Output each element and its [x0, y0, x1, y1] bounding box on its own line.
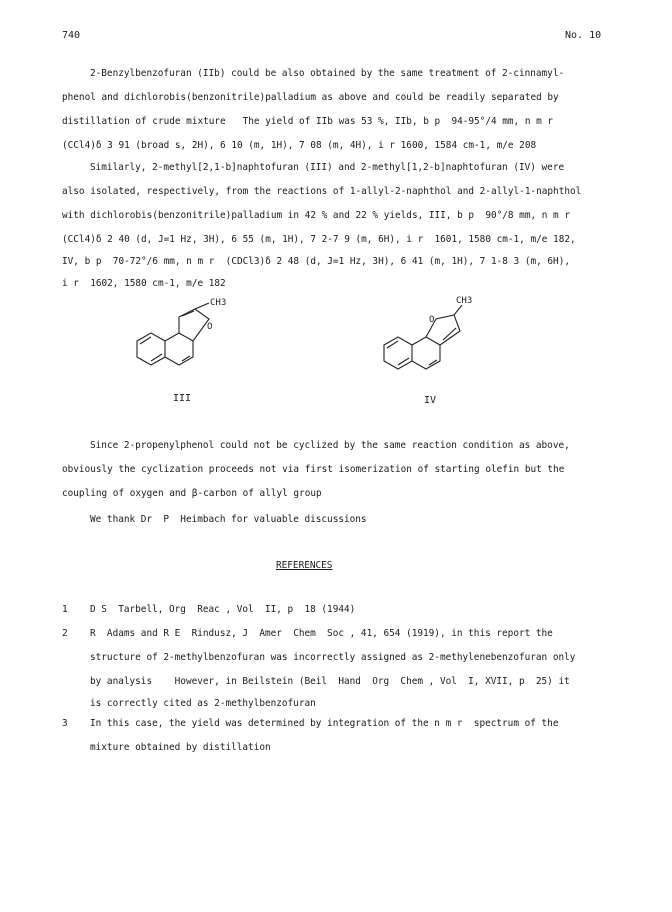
page-number: 740 — [62, 30, 81, 41]
text-line: distillation of crude mixture The yield of IIb was 53 %, IIb, b p 94-95°/4 mm, n m r — [62, 116, 554, 127]
structure-label-iv: IV — [424, 395, 437, 406]
text-line: Since 2-propenylphenol could not be cyclized by the same reaction condition as above, — [90, 440, 570, 451]
text-line: phenol and dichlorobis(benzonitrile)palladium as above and could be readily separated by — [62, 92, 559, 103]
structure-label-iii: III — [173, 393, 192, 404]
structure-iii — [125, 295, 265, 395]
references-heading: REFERENCES — [276, 560, 333, 571]
reference-line: is correctly cited as 2-methylbenzofuran — [90, 698, 316, 709]
reference-line: D S Tarbell, Org Reac , Vol II, p 18 (1944) — [90, 604, 356, 615]
text-line: 2-Benzylbenzofuran (IIb) could be also obtained by the same treatment of 2-cinnamyl- — [90, 68, 565, 79]
text-line: IV, b p 70-72°/6 mm, n m r (CDCl3)δ 2 48 (d, J=1 Hz, 3H), 6 41 (m, 1H), 7 1-8 3 (m, 6H), — [62, 256, 570, 267]
methyl-label: CH3 — [210, 298, 227, 308]
text-line: with dichlorobis(benzonitrile)palladium in 42 % and 22 % yields, III, b p 90°/8 mm, n m r — [62, 210, 570, 221]
reference-number: 2 — [62, 628, 68, 639]
reference-number: 3 — [62, 718, 68, 729]
reference-line: In this case, the yield was determined by integration of the n m r spectrum of the — [90, 718, 559, 729]
text-line: coupling of oxygen and β-carbon of allyl group — [62, 488, 322, 499]
reference-line: by analysis However, in Beilstein (Beil Hand Org Chem , Vol I, XVII, p 25) it — [90, 676, 570, 687]
text-line: (CCl4)δ 2 40 (d, J=1 Hz, 3H), 6 55 (m, 1H), 7 2-7 9 (m, 6H), i r 1601, 1580 cm-1, m/e 182, — [62, 234, 576, 245]
reference-number: 1 — [62, 604, 68, 615]
oxygen-label: O — [429, 315, 435, 325]
structure-iv — [376, 295, 516, 395]
reference-line: R Adams and R E Rindusz, J Amer Chem Soc , 41, 654 (1919), in this report the — [90, 628, 553, 639]
text-line: i r 1602, 1580 cm-1, m/e 182 — [62, 278, 226, 289]
reference-line: structure of 2-methylbenzofuran was incorrectly assigned as 2-methylenebenzofuran only — [90, 652, 576, 663]
text-line: obviously the cyclization proceeds not via first isomerization of starting olefin but the — [62, 464, 565, 475]
oxygen-label: O — [207, 322, 213, 332]
text-line: (CCl4)δ 3 91 (broad s, 2H), 6 10 (m, 1H), 7 08 (m, 4H), i r 1600, 1584 cm-1, m/e 208 — [62, 140, 537, 151]
acknowledgement: We thank Dr P Heimbach for valuable discussions — [90, 514, 367, 525]
text-line: also isolated, respectively, from the reactions of 1-allyl-2-naphthol and 2-allyl-1-naphthol — [62, 186, 582, 197]
issue-number: No. 10 — [565, 30, 602, 41]
methyl-label: CH3 — [456, 296, 473, 306]
reference-line: mixture obtained by distillation — [90, 742, 271, 753]
text-line: Similarly, 2-methyl[2,1-b]naphtofuran (III) and 2-methyl[1,2-b]naphtofuran (IV) were — [90, 162, 565, 173]
